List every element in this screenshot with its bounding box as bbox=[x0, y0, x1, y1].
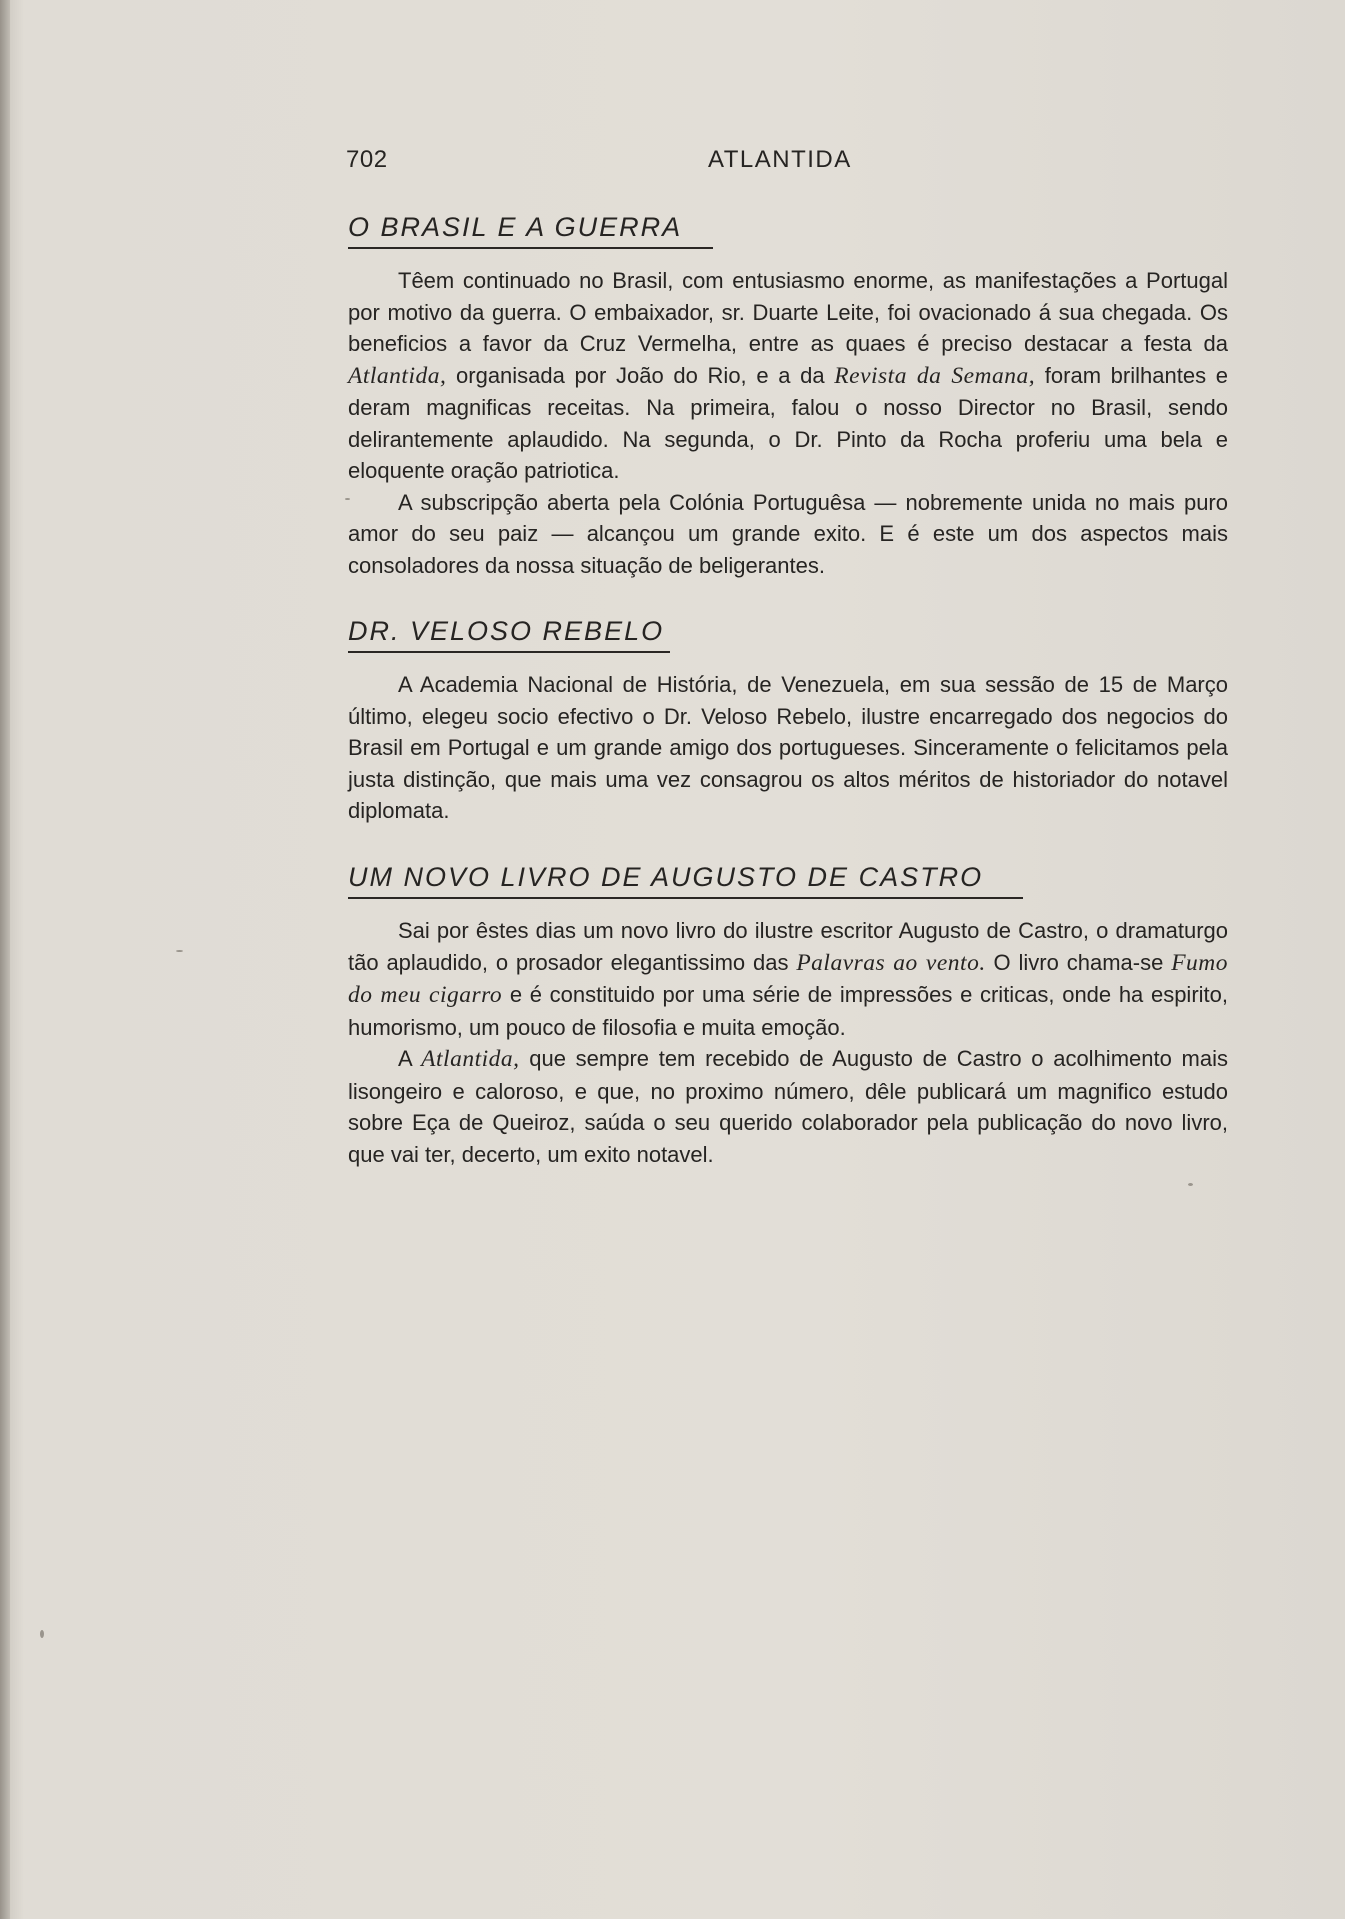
body-paragraph bbox=[348, 1043, 1228, 1170]
section-body bbox=[348, 265, 1228, 581]
section-body bbox=[348, 669, 1228, 827]
scan-speck bbox=[345, 498, 350, 500]
italic-title: Atlantida, bbox=[421, 1046, 520, 1072]
section-veloso-rebelo bbox=[348, 616, 1228, 827]
journal-name: ATLANTIDA bbox=[708, 146, 852, 173]
section-body bbox=[348, 915, 1228, 1170]
italic-title: Palavras ao vento. bbox=[796, 949, 986, 976]
heading-underline bbox=[348, 651, 670, 653]
body-paragraph bbox=[348, 669, 1228, 827]
text-run: A Academia Nacional de História, de Venezuela, em sua sessão de 15 de Março último, elegeu socio efectivo o Dr. Veloso Rebelo, ilustre encarregado dos negocios do Brasil em Portugal e um grande amigo dos portugueses. Sinceramente o felicitamos pela justa distinção, que mais uma vez consagrou os altos méritos de historiador do notavel diplomata. bbox=[348, 672, 1228, 823]
scan-speck bbox=[40, 1630, 44, 1638]
section-heading-text: O BRASIL E A GUERRA bbox=[348, 212, 683, 242]
heading-underline bbox=[348, 897, 1023, 899]
text-run: Têem continuado no Brasil, com entusiasmo enorme, as manifestações a Portugal por motivo da guerra. O embaixador, sr. Duarte Leite, foi ovacionado á sua chegada. Os beneficios a favor da Cruz Vermelha, entre as quaes é preciso destacar a festa da bbox=[348, 268, 1228, 356]
body-paragraph bbox=[348, 487, 1228, 582]
text-run: organisada por João do Rio, e a da bbox=[446, 362, 835, 388]
section-brasil-guerra bbox=[348, 212, 1228, 581]
italic-title: Atlantida, bbox=[348, 362, 447, 389]
text-run: O livro chama-se bbox=[985, 949, 1172, 975]
italic-title: Revista da Semana, bbox=[834, 362, 1036, 389]
section-heading-text: UM NOVO LIVRO DE AUGUSTO DE CASTRO bbox=[348, 862, 984, 892]
text-run: foram brilhantes e deram magnificas receitas. Na primeira, falou o nosso Director no Brasil, sendo delirantemente aplaudido. Na segunda, o Dr. Pinto da Rocha proferiu uma bela e eloquente oração patriotica. bbox=[348, 362, 1228, 483]
italic-title: Fumo do meu cigarro bbox=[348, 949, 1229, 1008]
text-run: Sai por êstes dias um novo livro do ilustre escritor Augusto de Castro, o dramaturgo tão aplaudido, o prosador elegantissimo das bbox=[348, 918, 1228, 975]
section-heading bbox=[348, 212, 713, 253]
heading-underline bbox=[348, 247, 713, 249]
text-run: A subscripção aberta pela Colónia Portuguêsa — nobremente unida no mais puro amor do seu paiz — alcançou um grande exito. E é este um dos aspectos mais consoladores da nossa situação de beligerantes. bbox=[348, 489, 1228, 578]
page-number: 702 bbox=[346, 146, 388, 173]
section-novo-livro bbox=[348, 862, 1228, 1170]
scan-speck bbox=[176, 950, 183, 952]
text-run: que sempre tem recebido de Augusto de Castro o acolhimento mais lisongeiro e caloroso, e que, no proximo número, dêle publicará um magnifico estudo sobre Eça de Queiroz, saúda o seu querido colaborador pela publicação do novo livro, que vai ter, decerto, um exito notavel. bbox=[348, 1046, 1228, 1167]
body-paragraph bbox=[348, 265, 1228, 487]
body-paragraph bbox=[348, 915, 1228, 1043]
text-run: A bbox=[398, 1046, 422, 1071]
page-spine-shadow bbox=[0, 0, 10, 1919]
section-heading bbox=[348, 862, 1023, 903]
text-run: e é constituido por uma série de impressões e criticas, onde ha espirito, humorismo, um pouco de filosofia e muita emoção. bbox=[348, 982, 1228, 1040]
section-heading-text: DR. VELOSO REBELO bbox=[348, 616, 665, 646]
scan-speck bbox=[1188, 1183, 1193, 1186]
section-heading bbox=[348, 616, 670, 657]
running-head bbox=[346, 146, 866, 176]
